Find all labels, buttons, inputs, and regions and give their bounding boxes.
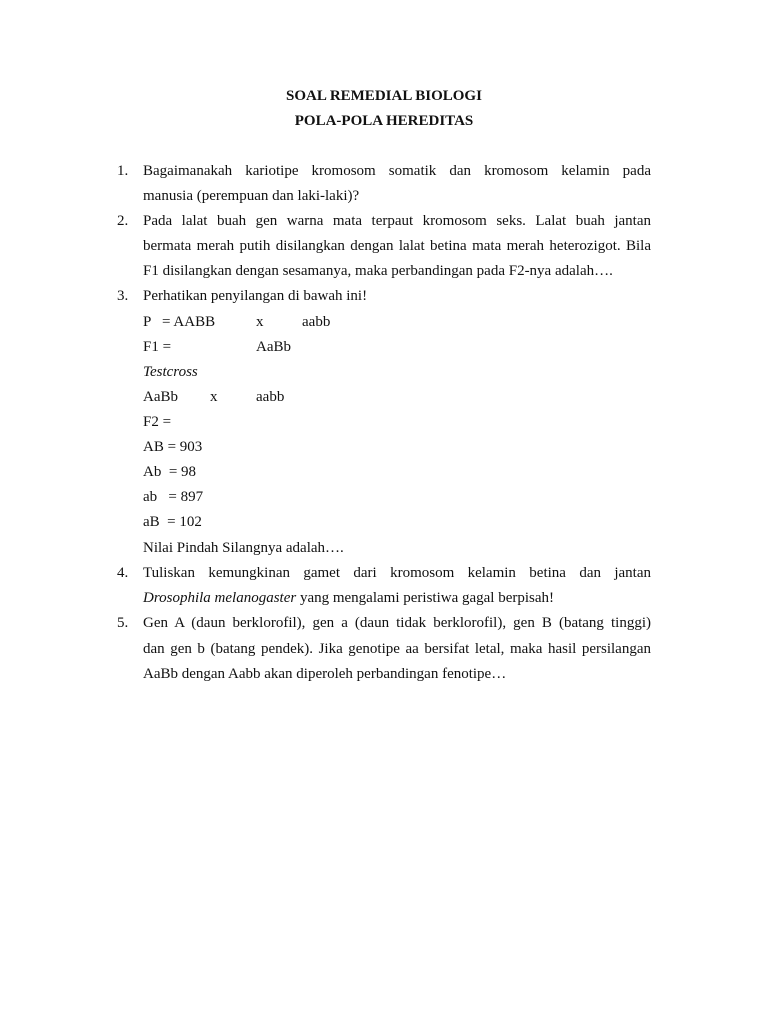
testcross-right: aabb: [256, 389, 285, 405]
species-name: Drosophila melanogaster: [143, 590, 297, 606]
result-ab-recomb: aB = 102: [143, 514, 202, 530]
result-ab-mixed: Ab = 98: [143, 464, 197, 480]
result-ab-lower: ab = 897: [143, 489, 204, 505]
question-2-number: 2.: [117, 213, 129, 229]
question-5-line-3: AaBb dengan Aabb akan diperoleh perbandingan fenotipe…: [143, 666, 507, 682]
testcross-label: Testcross: [143, 364, 198, 380]
question-2-line-2: bermata merah putih disilangkan dengan lalat betina mata merah heterozigot. Bila: [143, 238, 651, 254]
cross-f2-label: F2 =: [143, 414, 172, 430]
document-title: SOAL REMEDIAL BIOLOGI: [286, 88, 482, 104]
question-4-line-2: [143, 590, 554, 607]
question-5-line-2: dan gen b (batang pendek). Jika genotipe aa bersifat letal, maka hasil persilangan: [143, 641, 651, 657]
result-ab-upper: AB = 903: [143, 439, 203, 455]
document-subtitle: POLA-POLA HEREDITAS: [294, 113, 474, 129]
testcross-left: AaBb: [143, 389, 178, 405]
cross-parent-left: P = AABB: [143, 314, 216, 330]
question-4-line-1: Tuliskan kemungkinan gamet dari kromosom kelamin betina dan jantan: [143, 565, 651, 581]
question-4-line-2-rest: yang mengalami peristiwa gagal berpisah!: [296, 590, 555, 606]
question-2-line-3: F1 disilangkan dengan sesamanya, maka perbandingan pada F2-nya adalah….: [143, 263, 613, 279]
question-3-closing: Nilai Pindah Silangnya adalah….: [143, 540, 344, 556]
question-3-intro: Perhatikan penyilangan di bawah ini!: [143, 288, 368, 304]
question-5-line-1: Gen A (daun berklorofil), gen a (daun tidak berklorofil), gen B (batang tinggi): [143, 615, 651, 631]
question-1-line-2: manusia (perempuan dan laki-laki)?: [143, 188, 360, 204]
question-5-number: 5.: [117, 615, 129, 631]
question-1-line-1: Bagaimanakah kariotipe kromosom somatik dan kromosom kelamin pada: [143, 163, 651, 179]
testcross-x: x: [210, 389, 218, 405]
cross-f1-label: F1 =: [143, 339, 172, 355]
cross-parent-x: x: [256, 314, 264, 330]
question-3-number: 3.: [117, 288, 129, 304]
cross-parent-right: aabb: [302, 314, 331, 330]
question-1-number: 1.: [117, 163, 129, 179]
question-2-line-1: Pada lalat buah gen warna mata terpaut kromosom seks. Lalat buah jantan: [143, 213, 651, 229]
cross-f1-value: AaBb: [256, 339, 291, 355]
question-4-number: 4.: [117, 565, 129, 581]
